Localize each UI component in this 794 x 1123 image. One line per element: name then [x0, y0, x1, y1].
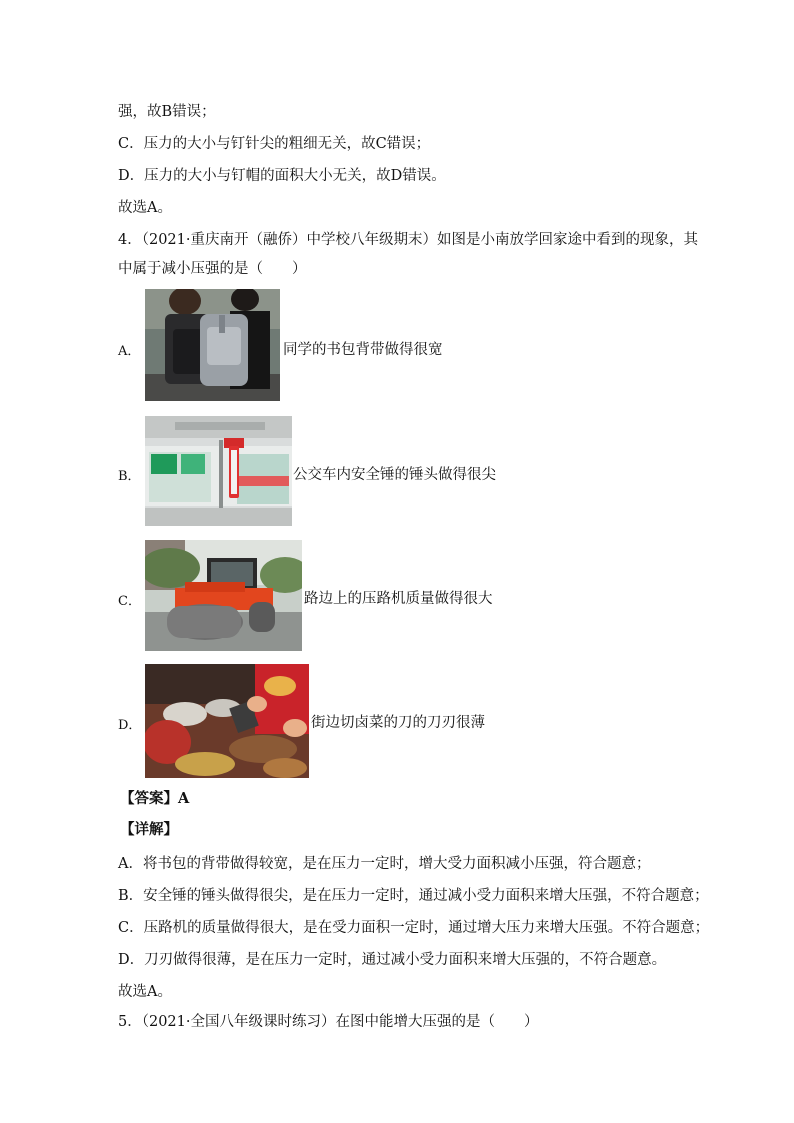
text-line: D．压力的大小与钉帽的面积大小无关，故D错误。	[118, 168, 446, 184]
option-d-text: 街边切卤菜的刀的刀刃很薄	[311, 715, 485, 731]
option-c-label: C．	[118, 594, 141, 609]
option-c-image-road-roller	[145, 540, 302, 651]
option-b-label: B．	[118, 469, 141, 484]
option-d-label: D．	[118, 718, 142, 733]
detail-line-d: D．刀刃做得很薄，是在压力一定时，通过减小受力面积来增大压强的，不符合题意。	[118, 952, 667, 968]
question-4-line-2: 中属于减小压强的是（ ）	[118, 261, 307, 277]
option-b-image-safety-hammer	[145, 416, 292, 526]
answer: 【答案】A	[120, 790, 190, 807]
option-c-text: 路边上的压路机质量做得很大	[304, 591, 493, 607]
detail-heading: 【详解】	[120, 821, 178, 838]
option-d-image-cleaver	[145, 664, 309, 778]
conclusion: 故选A。	[118, 984, 172, 1000]
option-a-image-backpacks	[145, 289, 280, 401]
text-line: 故选A。	[118, 200, 172, 216]
question-4-line-1: 4．（2021·重庆南开（融侨）中学校八年级期末）如图是小南放学回家途中看到的现象，其	[118, 232, 698, 248]
text-line: 强，故B错误；	[118, 104, 216, 120]
question-5: 5．（2021·全国八年级课时练习）在图中能增大压强的是（ ）	[118, 1014, 539, 1030]
detail-line-c: C．压路机的质量做得很大，是在受力面积一定时，通过增大压力来增大压强。不符合题意；	[118, 920, 710, 936]
option-a-text: 同学的书包背带做得很宽	[283, 342, 443, 358]
text-line: C．压力的大小与钉针尖的粗细无关，故C错误；	[118, 136, 431, 152]
detail-line-a: A．将书包的背带做得较宽，是在压力一定时，增大受力面积减小压强，符合题意；	[118, 856, 651, 872]
option-a-label: A．	[118, 344, 141, 359]
detail-line-b: B．安全锤的锤头做得很尖，是在压力一定时，通过减小受力面积来增大压强，不符合题意；	[118, 888, 709, 904]
option-b-text: 公交车内安全锤的锤头做得很尖	[293, 467, 496, 483]
